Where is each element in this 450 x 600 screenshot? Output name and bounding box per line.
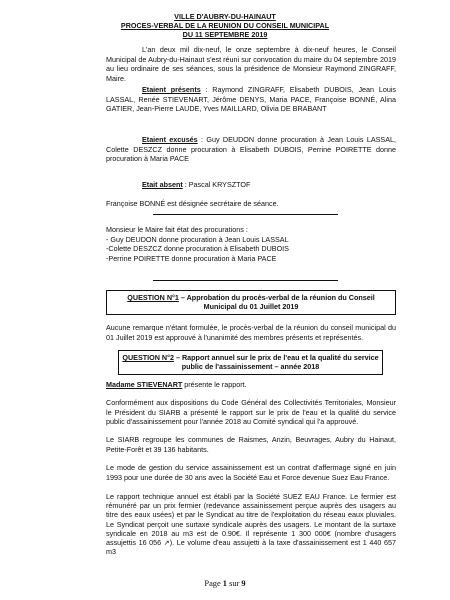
header-date: DU 11 SEPTEMBRE 2019 xyxy=(182,30,268,39)
question-2-paragraph-2: Le SIARB regroupe les communes de Raismes, Anzin, Beuvrages, Aubry du Hainaut, Petite-Forêt et 39 136 habitants. xyxy=(106,435,396,454)
question-2-paragraph-3: Le mode de gestion du service assainissement est un contrat d'affermage signé en juin 1993 pour une durée de 30 ans avec la Société Eau et Force devenue Suez Eau France. xyxy=(106,463,396,482)
secretaire-paragraph: Françoise BONNÉ est désignée secrétaire de séance. xyxy=(106,199,279,208)
page-footer xyxy=(0,579,450,588)
presents-paragraph xyxy=(106,85,396,114)
procuration-item: - Guy DEUDON donne procuration à Jean Louis LASSAL xyxy=(106,234,289,244)
question-1-label: QUESTION N°1 xyxy=(127,293,179,302)
question-1-body: Aucune remarque n'étant formulée, le procès-verbal de la réunion du conseil municipal du 01 Juillet 2019 est approuvé à l'unanimité des membres présents et représentés. xyxy=(106,323,396,342)
question-2-heading xyxy=(118,350,383,375)
divider-1 xyxy=(153,214,338,215)
presents-label: Etaient présents xyxy=(142,85,201,94)
presents-list: : Raymond ZINGRAFF, Elisabeth DUBOIS, Jean Louis LASSAL, Renée STIEVENART, Jérôme DENYS, Maria PACE, Françoise BONNÉ, Alina GATIER, Jean-Pierre LAUDE, Yves MAILLARD, Olivia DE BRABANT xyxy=(106,85,397,114)
presenter-text: présente le rapport. xyxy=(182,380,247,389)
excuses-paragraph xyxy=(106,135,396,164)
footer-page-word: Page xyxy=(204,579,223,588)
absent-list: : Pascal KRYSZTOF xyxy=(182,180,251,189)
question-1-title: – Approbation du procès-verbal de la réunion du Conseil Municipal du 01 Juillet 2019 xyxy=(178,293,375,312)
question-2-label: QUESTION N°2 xyxy=(122,353,174,362)
excuses-list: : Guy DEUDON donne procuration à Jean Louis LASSAL, Colette DESZCZ donne procuration à Elisabeth DUBOIS, Perrine POIRETTE donne procuration à Maria PACE xyxy=(106,135,396,164)
presenter-name: Madame STIEVENART xyxy=(106,380,183,389)
question-2-title: – Rapport annuel sur le prix de l'eau et la qualité du service public de l'assainissement – année 2018 xyxy=(173,353,379,372)
question-1-heading xyxy=(106,290,396,315)
header-town: VILLE D'AUBRY-DU-HAINAUT xyxy=(174,12,276,21)
procurations-intro: Monsieur le Maire fait état des procurations : xyxy=(106,225,248,234)
divider-2 xyxy=(153,280,338,281)
footer-page-total: 9 xyxy=(241,579,246,588)
procuration-item: -Perrine POIRETTE donne procuration à Maria PACE xyxy=(106,253,277,263)
question-2-paragraph-1: Conformément aux dispositions du Code Général des Collectivités Territoriales, Monsieur le Président du SIARB a présenté le rapport sur le prix de l'eau et la qualité du service public d'assainissement pour l'année 2018 au Comité syndical qui l'a approuvé. xyxy=(106,398,396,427)
presenter-paragraph xyxy=(106,380,396,390)
procuration-item: -Colette DESZCZ donne procuration à Elisabeth DUBOIS xyxy=(106,244,289,254)
excuses-label: Etaient excusés xyxy=(142,135,198,144)
intro-paragraph: L'an deux mil dix-neuf, le onze septembre à dix-neuf heures, le Conseil Municipal de Aubry-du-Hainaut s'est réuni sur convocation du maire du 04 septembre 2019 au lieu ordinaire de ses séances, sous la présidence de Monsieur Raymond ZINGRAFF, Maire. xyxy=(106,45,396,83)
footer-of-word: sur xyxy=(226,579,242,588)
header-title: PROCES-VERBAL DE LA REUNION DU CONSEIL MUNICIPAL xyxy=(120,21,330,30)
question-2-paragraph-4: Le rapport technique annuel est établi par la Société SUEZ EAU France. Le fermier est rémunéré par un prix fermier (redevance assainissement perçue auprès des usagers au titre des eaux usées) et par le Syndicat au titre de l'exploitation du réseau eaux pluviales. Le Syndicat perçoit une surtaxe syndicale auprès des usagers. Le montant de la surtaxe syndicale en 2018 au m3 est de 0.90€. Il représente 1 300 000€ (nombre d'usagers assujettis 16 056 ↗). Le volume d'eau assujetti à la taxe d'assainissement est 1 440 657 m3 xyxy=(106,492,396,557)
footer-page-number: 1 xyxy=(222,579,227,588)
procurations-block xyxy=(106,225,396,263)
absent-label: Etait absent xyxy=(142,180,183,189)
absent-paragraph xyxy=(106,180,396,190)
